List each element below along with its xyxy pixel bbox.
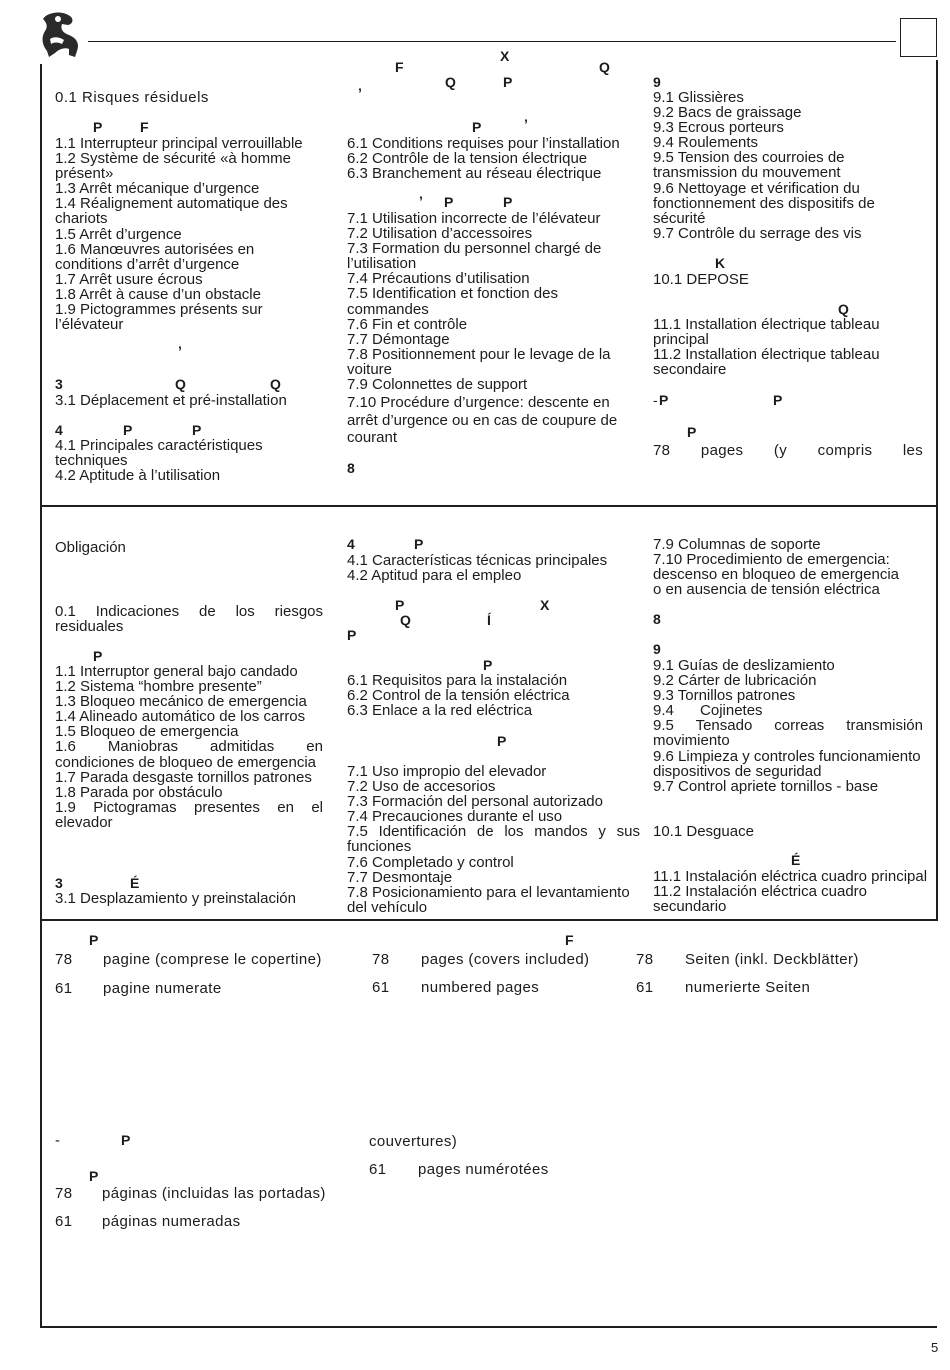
heading-fragment: ’: [178, 343, 182, 359]
toc-line: 1.7 Arrêt usure écrous: [55, 270, 203, 288]
fr-section-1-list: [55, 136, 323, 332]
heading-fragment: X: [500, 48, 510, 64]
es-section-11-list: [653, 868, 928, 916]
page-count-label: pagine numerate: [103, 980, 222, 997]
toc-line: 9.2 Bacs de graissage: [653, 104, 802, 122]
toc-line: 1.5 Bloqueo de emergencia: [55, 723, 239, 741]
toc-line: 6.3 Branchement au réseau électrique: [347, 165, 602, 183]
toc-line: 4.1 Principales caractéristiques: [55, 437, 263, 454]
toc-line: commandes: [347, 300, 429, 318]
toc-line: principal: [653, 331, 709, 349]
toc-line: 4.2 Aptitud para el empleo: [347, 567, 522, 585]
heading-fragment: P: [414, 536, 424, 552]
fr-section-10-list: [653, 272, 923, 287]
toc-line: 9.7 Control apriete tornillos - base: [653, 777, 879, 795]
toc-line: 1.8 Parada por obstáculo: [55, 783, 223, 801]
toc-line: 7.8 Posicionamiento para el levantamiento: [347, 883, 630, 901]
heading-fragment: P: [89, 932, 99, 948]
heading-fragment: Q: [270, 376, 281, 392]
toc-line: 1.9 Pictogramas presentes en el: [55, 798, 323, 816]
frame-bottom-border: [40, 1326, 937, 1328]
toc-line: chariots: [55, 210, 108, 228]
page-count-value: 78: [636, 951, 654, 968]
page-count-label: numerierte Seiten: [685, 979, 811, 996]
toc-line: 9.5 Tensado correas transmisión: [653, 717, 923, 735]
es-section-7-list: [347, 764, 640, 915]
toc-line: Obligación: [55, 539, 126, 556]
toc-line: l’élévateur: [55, 316, 124, 334]
toc-line: présent»: [55, 165, 114, 183]
heading-fragment: -: [653, 392, 658, 408]
toc-line: 1.4 Alineado automático de los carros: [55, 708, 306, 726]
toc-line: 1.4 Réalignement automatique des: [55, 195, 288, 213]
page-count-label: páginas numeradas: [102, 1213, 241, 1230]
heading-fragment: ’: [419, 193, 423, 209]
toc-line: 1.2 Système de sécurité «à homme: [55, 150, 291, 168]
heading-fragment: P: [773, 392, 783, 408]
toc-line: residuales: [55, 618, 124, 636]
page-count-value: 78: [55, 1185, 73, 1202]
page-count-label: páginas (incluidas las portadas): [102, 1185, 326, 1202]
heading-fragment: P: [497, 733, 507, 749]
fr-section-6-list: [347, 136, 640, 181]
es-section-10-list: [653, 824, 923, 839]
toc-line: 9.4 Cojinetes: [653, 702, 763, 720]
heading-fragment: Q: [175, 376, 186, 392]
toc-line: 1.1 Interrupteur principal verrouillable: [55, 135, 303, 152]
toc-line: funciones: [347, 838, 412, 856]
toc-line: 6.1 Requisitos para la instalación: [347, 672, 568, 689]
es-section-6-list: [347, 673, 640, 718]
toc-line: elevador: [55, 813, 113, 831]
heading-fragment: P: [395, 597, 405, 613]
page-count-value: 61: [636, 979, 654, 996]
heading-fragment: P: [659, 392, 669, 408]
toc-line: 7.7 Desmontaje: [347, 868, 453, 886]
toc-line: courant: [347, 429, 398, 446]
heading-fragment: P: [93, 648, 103, 664]
toc-line: 7.1 Utilisation incorrecte de l’élévateur: [347, 210, 601, 227]
page-count-label: pages numérotées: [418, 1161, 549, 1178]
page-count-label: numbered pages: [421, 979, 540, 996]
heading-fragment: 8: [653, 611, 661, 627]
toc-line: 9.2 Cárter de lubricación: [653, 672, 817, 690]
fr-section-4-list: [55, 438, 323, 483]
toc-line: 7.7 Démontage: [347, 330, 450, 348]
toc-line: 9.6 Nettoyage et vérification du: [653, 179, 860, 197]
toc-line: descenso en bloqueo de emergencia: [653, 566, 900, 584]
heading-fragment: P: [93, 119, 103, 135]
fr-section-3-list: [55, 393, 323, 408]
heading-fragment: Í: [487, 612, 491, 628]
toc-line: 1.6 Manœuvres autorisées en: [55, 240, 255, 258]
es-section-9-list: [653, 658, 923, 794]
toc-line: o en ausencia de tensión eléctrica: [653, 581, 880, 599]
toc-line: 0.1 Risques résiduels: [55, 89, 209, 106]
toc-line: 3.1 Déplacement et pré-installation: [55, 392, 287, 409]
toc-line: 1.6 Maniobras admitidas en: [55, 738, 323, 756]
toc-line: 1.3 Arrêt mécanique d’urgence: [55, 180, 260, 198]
header-rule: [88, 41, 896, 42]
toc-line: 7.5 Identification et fonction des: [347, 285, 558, 303]
toc-line: 7.8 Positionnement pour le levage de la: [347, 345, 611, 363]
toc-line: del vehículo: [347, 898, 428, 916]
heading-fragment: F: [140, 119, 149, 135]
heading-fragment: P: [123, 422, 133, 438]
toc-line: 9.6 Limpieza y controles funcionamiento: [653, 747, 921, 765]
toc-line: 7.5 Identificación de los mandos y sus: [347, 823, 640, 841]
heading-fragment: É: [791, 852, 801, 868]
toc-line: 1.5 Arrêt d’urgence: [55, 225, 182, 243]
fr-pages-line: [653, 443, 923, 458]
heading-fragment: F: [565, 932, 574, 948]
heading-fragment: P: [687, 424, 697, 440]
page-count-label: couvertures): [369, 1133, 458, 1150]
heading-fragment: 9: [653, 641, 661, 657]
toc-line: 4.1 Características técnicas principales: [347, 552, 608, 569]
toc-line: transmission du mouvement: [653, 164, 841, 182]
toc-line: 6.2 Control de la tensión eléctrica: [347, 687, 570, 705]
heading-fragment: X: [540, 597, 550, 613]
es-section-4-list: [347, 553, 640, 583]
toc-line: 7.6 Completado y control: [347, 853, 514, 871]
section-divider-2: [40, 919, 937, 921]
toc-line: 1.8 Arrêt à cause d’un obstacle: [55, 285, 261, 303]
toc-line: 7.10 Procedimiento de emergencia:: [653, 551, 890, 569]
toc-line: 7.1 Uso impropio del elevador: [347, 763, 547, 780]
frame-right-border: [936, 60, 938, 921]
toc-line: 7.3 Formación del personal autorizado: [347, 793, 603, 811]
toc-line: 1.2 Sistema “hombre presente”: [55, 678, 262, 696]
brand-logo-icon: [38, 9, 82, 59]
fr-section-7-10-list: [347, 394, 640, 447]
heading-fragment: -: [55, 1132, 61, 1149]
page-count-value: 61: [369, 1161, 387, 1178]
toc-line: voiture: [347, 360, 393, 378]
fr-section-11-list: [653, 317, 923, 377]
toc-line: 10.1 Desguace: [653, 823, 754, 840]
toc-line: 1.1 Interruptor general bajo candado: [55, 663, 298, 680]
heading-fragment: P: [121, 1132, 131, 1148]
toc-line: 7.2 Uso de accesorios: [347, 778, 496, 796]
toc-line: conditions d’arrêt d’urgence: [55, 255, 240, 273]
toc-line: 4.2 Aptitude à l’utilisation: [55, 467, 221, 485]
page-count-value: 61: [372, 979, 390, 996]
toc-line: 7.2 Utilisation d’accessoires: [347, 225, 533, 243]
fr-section-9-list: [653, 90, 923, 241]
section-divider-1: [40, 505, 937, 507]
toc-line: condiciones de bloqueo de emergencia: [55, 753, 317, 771]
toc-line: 7.6 Fin et contrôle: [347, 315, 468, 333]
heading-fragment: P: [192, 422, 202, 438]
heading-fragment: 8: [347, 460, 355, 476]
toc-line: 7.9 Columnas de soporte: [653, 536, 821, 553]
toc-line: 78 pages (y compris les: [653, 442, 923, 459]
es-section-1-list: [55, 664, 323, 830]
page-count-label: pagine (comprese le copertine): [103, 951, 322, 968]
heading-fragment: 4: [347, 536, 355, 552]
toc-line: fonctionnement des dispositifs de: [653, 194, 875, 212]
toc-line: 11.1 Installation électrique tableau: [653, 316, 880, 333]
toc-line: 7.3 Formation du personnel chargé de: [347, 240, 602, 258]
page-number: 5: [931, 1340, 939, 1355]
toc-line: 11.2 Installation électrique tableau: [653, 346, 880, 364]
toc-line: l’utilisation: [347, 255, 417, 273]
toc-line: 9.1 Guías de deslizamiento: [653, 657, 835, 674]
toc-line: 7.10 Procédure d’urgence: descente en: [347, 394, 610, 411]
page-count-value: 78: [55, 951, 73, 968]
page-count-value: 61: [55, 980, 73, 997]
page-count-value: 78: [372, 951, 390, 968]
es-section-3-list: [55, 891, 323, 906]
es-residual-risks: [55, 604, 323, 634]
toc-line: secundario: [653, 898, 727, 916]
heading-fragment: Q: [599, 59, 610, 75]
heading-fragment: F: [395, 59, 404, 75]
es-obligation: [55, 540, 323, 555]
heading-fragment: P: [483, 657, 493, 673]
toc-line: 11.1 Instalación eléctrica cuadro principal: [653, 868, 928, 885]
fr-section-7-list: [347, 211, 640, 392]
heading-fragment: P: [89, 1168, 99, 1184]
heading-fragment: 4: [55, 422, 63, 438]
toc-line: dispositivos de seguridad: [653, 762, 822, 780]
heading-fragment: ’: [524, 116, 528, 132]
frame-left-border: [40, 64, 42, 1328]
toc-line: 9.4 Roulements: [653, 134, 759, 152]
toc-line: 11.2 Instalación eléctrica cuadro: [653, 883, 868, 901]
heading-fragment: Q: [400, 612, 411, 628]
heading-fragment: É: [130, 875, 140, 891]
toc-line: 6.1 Conditions requises pour l’installation: [347, 135, 620, 152]
heading-fragment: 9: [653, 74, 661, 90]
es-section-7-cont-list: [653, 537, 923, 597]
toc-line: arrêt d’urgence ou en cas de coupure de: [347, 411, 618, 429]
heading-fragment: P: [472, 119, 482, 135]
heading-fragment: P: [347, 627, 357, 643]
toc-line: secondaire: [653, 361, 727, 379]
fr-residual-risks: [55, 90, 323, 105]
toc-line: 9.3 Tornillos patrones: [653, 687, 796, 705]
toc-line: 0.1 Indicaciones de los riesgos: [55, 603, 323, 620]
heading-fragment: Q: [445, 74, 456, 90]
toc-line: 7.4 Precauciones durante el uso: [347, 808, 563, 826]
toc-line: 9.5 Tension des courroies de: [653, 149, 845, 167]
toc-line: 9.1 Glissières: [653, 89, 744, 106]
page-corner-box: [900, 18, 937, 57]
toc-line: techniques: [55, 452, 128, 470]
heading-fragment: ’: [358, 85, 362, 101]
heading-fragment: K: [715, 255, 726, 271]
toc-line: sécurité: [653, 209, 706, 227]
toc-line: movimiento: [653, 732, 730, 750]
page-count-label: pages (covers included): [421, 951, 590, 968]
heading-fragment: P: [503, 194, 513, 210]
toc-line: 9.7 Contrôle du serrage des vis: [653, 224, 862, 242]
toc-line: 6.3 Enlace a la red eléctrica: [347, 702, 533, 720]
toc-line: 1.7 Parada desgaste tornillos patrones: [55, 768, 312, 786]
toc-line: 3.1 Desplazamiento y preinstalación: [55, 890, 296, 907]
heading-fragment: Q: [838, 301, 849, 317]
toc-line: 9.3 Ecrous porteurs: [653, 119, 784, 137]
page-count-value: 61: [55, 1213, 73, 1230]
toc-line: 1.3 Bloqueo mecánico de emergencia: [55, 693, 307, 711]
page-count-label: Seiten (inkl. Deckblätter): [685, 951, 859, 968]
heading-fragment: P: [444, 194, 454, 210]
toc-line: 6.2 Contrôle de la tension électrique: [347, 150, 588, 168]
toc-line: 7.4 Précautions d’utilisation: [347, 270, 530, 288]
toc-line: 1.9 Pictogrammes présents sur: [55, 301, 263, 319]
heading-fragment: P: [503, 74, 513, 90]
heading-fragment: 3: [55, 376, 63, 392]
toc-line: 7.9 Colonnettes de support: [347, 376, 528, 394]
heading-fragment: 3: [55, 875, 63, 891]
toc-line: 10.1 DEPOSE: [653, 271, 749, 288]
